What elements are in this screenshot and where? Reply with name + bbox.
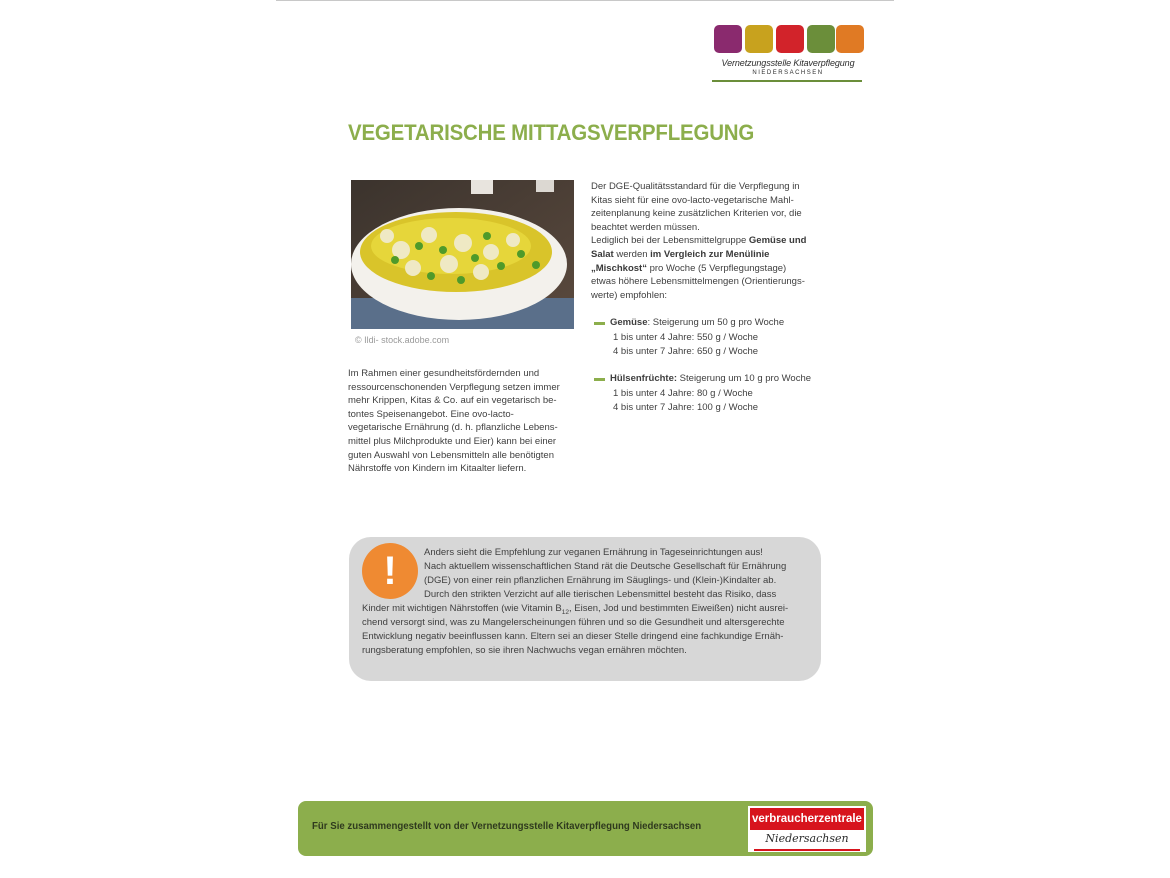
intro-line: mehr Krippen, Kitas & Co. auf ein vegetarisch be- <box>348 395 557 407</box>
dge-bold-text: Gemüse und <box>748 235 807 247</box>
bullet-gemuese <box>594 316 784 360</box>
dge-bold-text: Salat <box>591 248 614 260</box>
logo-tiles <box>714 25 864 55</box>
intro-line: tontes Speisenangebot. Eine ovo-lacto- <box>348 408 514 420</box>
dge-text: pro Woche (5 Verpflegungstage) <box>646 262 787 274</box>
warning-text: , Eisen, Jod und bestimmten Eiweißen) nicht ausrei- <box>569 603 789 614</box>
logo-tile-plate-icon <box>807 25 835 53</box>
vernetzungsstelle-logo <box>712 25 864 85</box>
footer-credit: Für Sie zusammengestellt von der Vernetzungsstelle Kitaverpflegung Niedersachsen <box>312 820 702 832</box>
exclamation-icon: ! <box>362 543 418 599</box>
logo-tile-group-icon <box>776 25 804 53</box>
warning-line: rungsberatung empfohlen, so sie ihren Nachwuchs vegan ernähren möchten. <box>362 645 687 656</box>
top-divider <box>276 0 894 1</box>
vz-logo-underline <box>754 849 860 851</box>
vz-logo-title: verbraucherzentrale <box>750 808 864 830</box>
bullet-dash-icon <box>594 378 605 381</box>
intro-line: mittel plus Milchprodukte und Eier) kann bei einer <box>348 435 557 447</box>
bullet-text: Steigerung um 10 g pro Woche <box>677 373 812 384</box>
warning-line: chend versorgt sind, was zu Mangelerscheinungen führen und so die Gesundheit und altersgerechte <box>362 617 785 628</box>
vegetable-couscous-photo <box>351 180 574 329</box>
bullet-huelsenfruechte <box>594 372 811 416</box>
warning-line: Anders sieht die Empfehlung zur veganen Ernährung in Tageseinrichtungen aus! <box>424 547 763 558</box>
bullet-head <box>610 372 811 387</box>
dge-line: Der DGE-Qualitätsstandard für die Verpflegung in <box>591 181 800 192</box>
dge-line <box>591 262 816 276</box>
warning-line: Durch den strikten Verzicht auf alle tierischen Lebensmittel besteht das Risiko, dass <box>424 589 777 600</box>
photo-credit: © Ildi- stock.adobe.com <box>355 335 450 345</box>
logo-subtitle: NIEDERSACHSEN <box>752 70 824 76</box>
dge-line: beachtet werden müssen. <box>591 221 700 233</box>
logo-name: Vernetzungsstelle Kitaverpflegung <box>721 58 855 68</box>
dge-line <box>591 248 816 262</box>
bullet-sub-line: 1 bis unter 4 Jahre: 550 g / Woche <box>613 331 759 343</box>
logo-tile-pot-icon <box>836 25 864 53</box>
bullet-sub-line: 4 bis unter 7 Jahre: 650 g / Woche <box>613 346 759 357</box>
dge-text: Lediglich bei der Lebensmittelgruppe <box>591 235 749 247</box>
dge-standard-paragraph <box>591 180 816 302</box>
warning-line: (DGE) von einer rein pflanzlichen Ernährung im Säuglings- und (Klein-)Kindalter ab. <box>424 575 777 586</box>
bullet-sub-line: 1 bis unter 4 Jahre: 80 g / Woche <box>613 387 753 399</box>
intro-paragraph <box>348 367 574 476</box>
dge-line: Kitas sieht für eine ovo-lacto-vegetarische Mahl- <box>591 194 794 206</box>
dge-line <box>591 234 816 248</box>
intro-line: ressourcenschonenden Verpflegung setzen immer <box>348 381 560 393</box>
logo-tile-cook-icon <box>714 25 742 53</box>
dge-line: werte) empfohlen: <box>591 289 668 301</box>
dge-bold-text: „Mischkost“ <box>591 262 647 274</box>
page-title: VEGETARISCHE MITTAGSVERPFLEGUNG <box>348 120 755 145</box>
bullet-text: : Steigerung um 50 g pro Woche <box>647 317 785 328</box>
intro-line: Nährstoffe von Kindern im Kitaalter liefern. <box>348 463 527 475</box>
intro-line: vegetarische Ernährung (d. h. pflanzliche Lebens- <box>348 422 558 434</box>
warning-line: Entwicklung negativ beeinflussen kann. Eltern sei an dieser Stelle dringend eine fachkundige Ernäh- <box>362 631 784 642</box>
bullet-label: Gemüse <box>610 317 648 328</box>
logo-tile-child-icon <box>745 25 773 53</box>
bullet-dash-icon <box>594 322 605 325</box>
dge-line: etwas höhere Lebensmittelmengen (Orientierungs- <box>591 276 805 288</box>
intro-line: Im Rahmen einer gesundheitsfördernden und <box>348 368 540 379</box>
bullet-head <box>610 316 784 331</box>
warning-line: Nach aktuellem wissenschaftlichen Stand rät die Deutsche Gesellschaft für Ernährung <box>424 561 787 572</box>
bullet-sub-line: 4 bis unter 7 Jahre: 100 g / Woche <box>613 402 759 413</box>
couscous-dish-image <box>351 180 574 329</box>
dge-bold-text: im Vergleich zur Menülinie <box>650 248 770 260</box>
intro-line: guten Auswahl von Lebensmitteln alle benötigten <box>348 449 554 461</box>
warning-text: Kinder mit wichtigen Nährstoffen (wie Vitamin B <box>362 603 562 614</box>
dge-text: werden <box>613 248 651 260</box>
vz-logo-region: Niedersachsen <box>765 832 849 845</box>
vitamin-subscript: 12 <box>561 608 569 616</box>
verbraucherzentrale-logo <box>748 806 866 852</box>
logo-underline <box>712 80 862 82</box>
bullet-label: Hülsenfrüchte: <box>610 373 678 384</box>
dge-line: zeitenplanung keine zusätzlichen Kriterien vor, die <box>591 208 802 220</box>
